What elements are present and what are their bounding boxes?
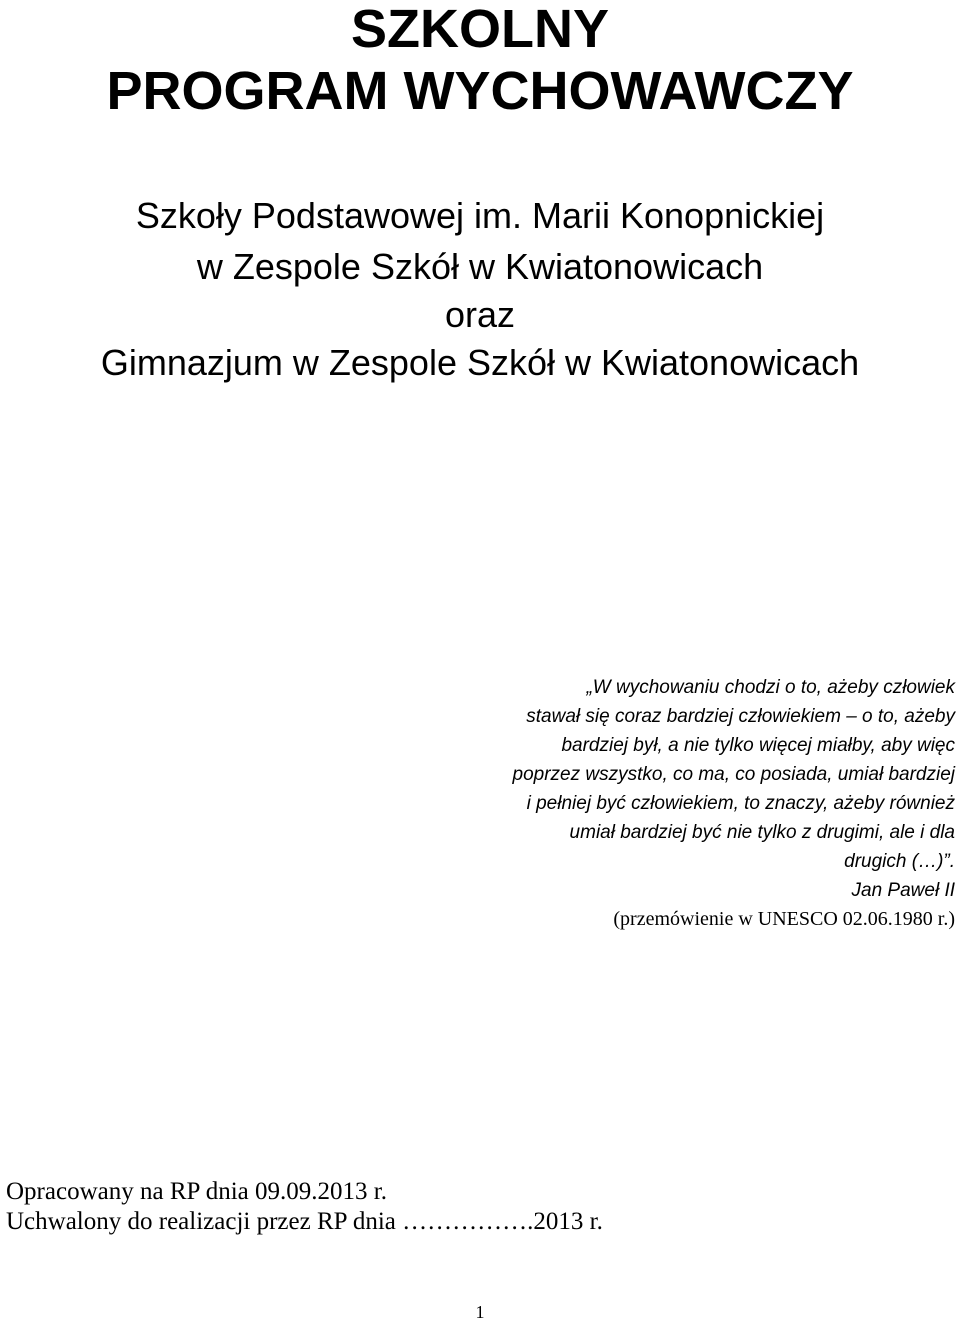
quote-line: umiał bardziej być nie tylko z drugimi, ale i dla: [569, 822, 955, 843]
subtitle-line-3: oraz: [444, 294, 516, 335]
quote-line: „W wychowaniu chodzi o to, ażeby człowiek: [586, 677, 955, 698]
quote-author: Jan Paweł II: [851, 880, 955, 901]
motto-quote: [420, 673, 955, 934]
quote-line: stawał się coraz bardziej człowiekiem – o to, ażeby: [526, 706, 955, 727]
quote-line: poprzez wszystko, co ma, co posiada, umiał bardziej: [512, 764, 955, 785]
quote-line: i pełniej być człowiekiem, to znaczy, ażeby również: [526, 793, 955, 814]
page-number: 1: [475, 1302, 485, 1322]
title-line-1: SZKOLNY: [350, 0, 609, 59]
approved-date: Uchwalony do realizacji przez RP dnia …………….2013 r.: [6, 1208, 603, 1235]
subtitle-line-4: Gimnazjum w Zespole Szkół w Kwiatonowicach: [100, 342, 860, 383]
subtitle-line-1: Szkoły Podstawowej im. Marii Konopnickiej: [135, 195, 825, 236]
prepared-date: Opracowany na RP dnia 09.09.2013 r.: [6, 1178, 387, 1205]
quote-line: bardziej był, a nie tylko więcej miałby, aby więc: [561, 735, 955, 756]
quote-line: drugich (…)”.: [844, 851, 955, 872]
title-line-2: PROGRAM WYCHOWAWCZY: [106, 61, 854, 121]
quote-source: (przemówienie w UNESCO 02.06.1980 r.): [613, 908, 955, 930]
subtitle-line-2: w Zespole Szkół w Kwiatonowicach: [196, 246, 764, 287]
